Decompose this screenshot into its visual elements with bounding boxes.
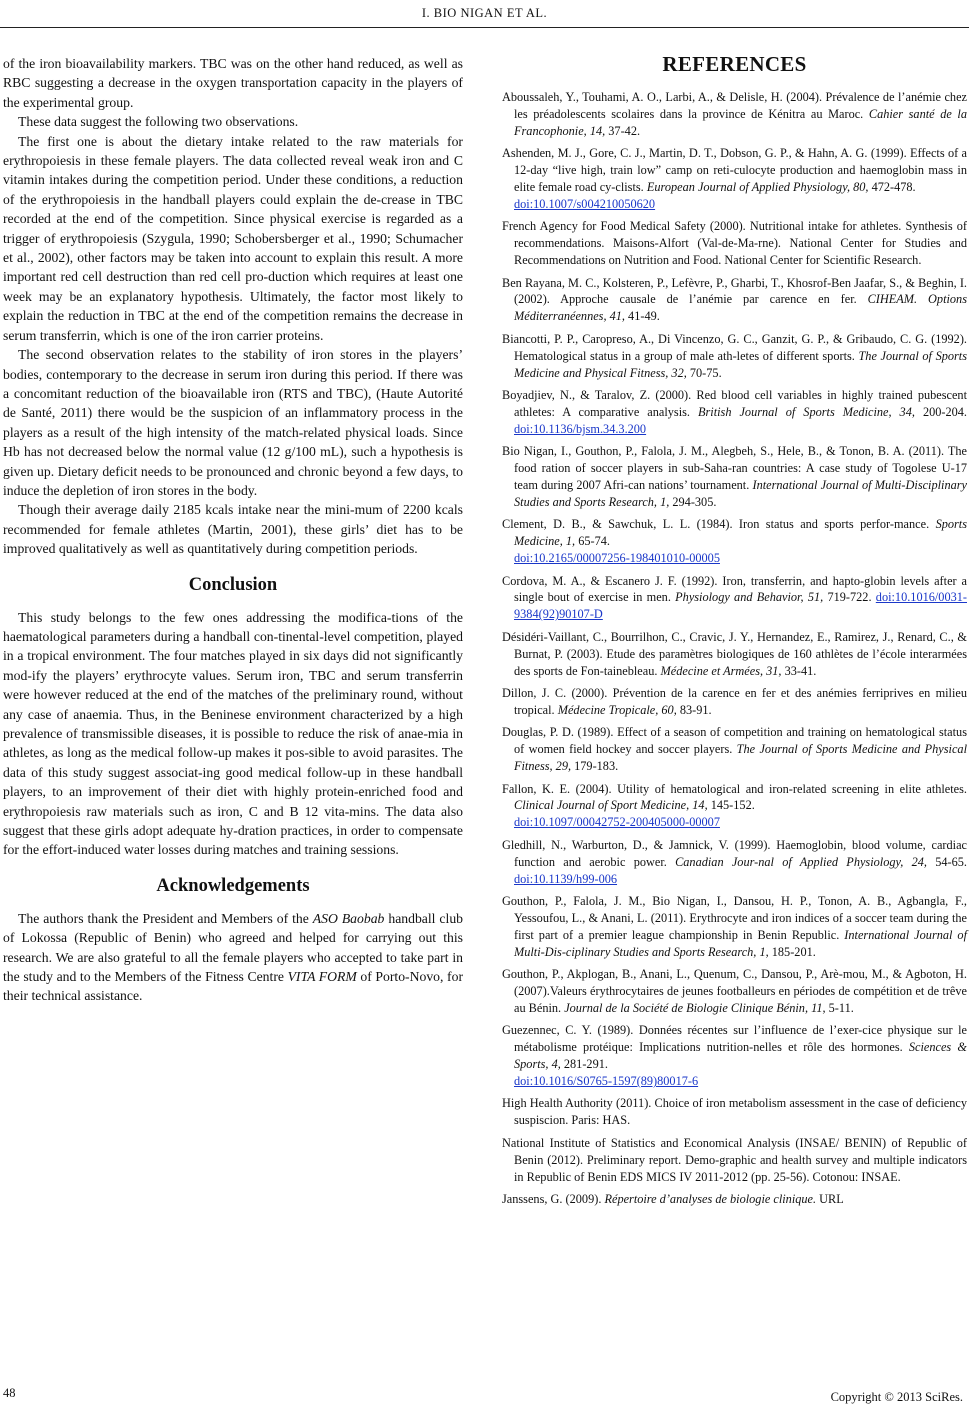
- doi-link[interactable]: doi:10.1097/00042752-200405000-00007: [514, 815, 720, 830]
- reference-journal: Répertoire d’analyses de biologie clinique.: [604, 1191, 817, 1206]
- reference-pages: 185-201.: [768, 944, 816, 959]
- reference-text: National Institute of Statistics and Economical Analysis (INSAE/ BENIN) of Republic of Benin (2012). Preliminary report. Demo-graphic and health survey and multiple indicators in Republic of Benin EDS MICS IV 2011-2012 (pp. 25-56). Cotonou: INSAE.: [502, 1135, 967, 1184]
- reference-text: Boyadjiev, N., & Taralov, Z. (2000). Red blood cell variables in highly trained pubescent athletes: A comparative analysis.: [502, 388, 967, 419]
- reference-item: [502, 145, 967, 213]
- reference-journal: Cahier santé de la Francophonie, 14,: [514, 106, 967, 138]
- reference-text: Biancotti, P. P., Caropreso, A., Di Vincenzo, G. C., Ganzit, G. P., & Gribaudo, C. G. (1992). Hematological status in a group of male ath-letes of different sports.: [502, 331, 967, 363]
- reference-text: Guezennec, C. Y. (1989). Données récentes sur l’influence de l’exer-cice physique sur le métabolisme protéique: Implications nutrition-nelles et rôle des hormones.: [502, 1023, 967, 1055]
- reference-text: Ashenden, M. J., Gore, C. J., Martin, D. T., Dobson, G. P., & Hahn, A. G. (1999). Effects of a 12-day “live high, train low” camp on reti-culocyte production and haemoglobin mass in elite female road cy-clists.: [502, 146, 967, 195]
- conclusion-heading: Conclusion: [188, 574, 278, 595]
- reference-pages: 33-41.: [781, 663, 817, 678]
- ack-text: handball club of Lokossa (Republic of Benin) who agreed and helped for carrying out this research. We are also grateful to all the female players who accepted to take part in the study and to the Members of the Fitness Centre: [3, 910, 464, 985]
- reference-item: [502, 573, 967, 624]
- reference-item: [502, 218, 967, 269]
- reference-text: High Health Authority (2011). Choice of iron metabolism assessment in the case of deficiency suspiscion. Paris: HAS.: [502, 1096, 967, 1128]
- reference-text: Gledhill, N., Warburton, D., & Jamnick, V. (1999). Haemoglobin, blood volume, cardiac function and aerobic power.: [502, 837, 967, 869]
- conclusion-paragraph: This study belongs to the few ones addressing the modifica-tions of the haematological parameters during a handball con-tinental-level competition, played in a tropical environment. The four matches played in six days did not significantly mod-ify the players’ erythrocyte values. Serum iron, TBC and serum transferrin were however reduced at the end of the matches of the preliminary round, without any case of anaemia. Thus, in the Beninese environment characterized by a high prevalence of transmissible diseases, it is possible to reduce the risk of anae-mia in athletes, as long as the medical follow-up makes it pos-sible to avoid parasites. The data of this study suggest associat-ing good medical follow-up in these handball players, to an improvement of their diet with highly protein-enriched food and erythropoiesis raw materials such as iron, C and B 12 vita-mins. The data also suggest that these girls adopt adequate hy-dration practices, in order to compensate for the effort-induced water losses during matches and training sessions.: [3, 609, 463, 858]
- reference-journal: Clinical Journal of Sport Medicine, 14,: [514, 798, 708, 813]
- reference-item: [502, 1191, 967, 1208]
- page-number: 48: [3, 1386, 16, 1400]
- reference-item: [502, 1022, 967, 1090]
- reference-journal: International Journal of Multi-Dis-ciplinary Studies and Sports Research, 1,: [514, 927, 967, 959]
- reference-pages: 281-291.: [560, 1057, 608, 1072]
- body-paragraph: The second observation relates to the stability of iron stores in the players’ bodies, contemporary to the decrease in serum iron during this period. If there was a concomitant reduction of the bioavailable iron (RTS and TBC), (Haute Autorité de Santé, 2011) there would be the suspicion of an inflammatory process in the players as a result of the high intensity of the match-related physical loads. Since Hb has not decreased below the normal value (12 g/100 mL), such a hypothesis is given up. Dietary deficit needs to be pronounced and chronic beyond a few days, to induce the depletion of iron stores in the body.: [3, 347, 463, 498]
- reference-pages: 145-152.: [707, 798, 755, 813]
- body-paragraph: of the iron bioavailability markers. TBC was on the other hand reduced, as well as RBC suggesting a decrease in the oxygen transportation capacity in the players of the experimental group.: [3, 56, 463, 110]
- body-paragraph: The first one is about the dietary intake related to the raw materials for erythropoiesis in these female players. The data collected reveal weak iron and C vitamin intakes during the competition period. Under these conditions, a reduction of the erythropoiesis in the handball players could explain the de-crease in TBC recorded at the end of the competition. Since physical exercise is regarded as a trigger of erythropoiesis (Szygula, 1990; Schobersberger et al., 1990; Schumacher et al., 2002), other factors may be taken into account to explain this result. A more important red cell destruction than red cell pro-duction which requires at least one week may be an explanatory hypothesis. Ultimately, the factor most likely to explain the reduction in TBC at the end of the competition remains the decrease in serum transferrin, which is one of the iron carrier proteins.: [3, 133, 463, 343]
- copyright-notice: Copyright © 2013 SciRes.: [830, 1390, 963, 1404]
- reference-journal: Médecine et Armées, 31,: [660, 663, 782, 678]
- reference-pages: 472-478.: [868, 180, 916, 195]
- reference-item: [502, 966, 967, 1017]
- reference-pages: 54-65.: [926, 854, 968, 869]
- reference-item: [502, 781, 967, 832]
- reference-item: [502, 387, 967, 438]
- reference-journal: Physiology and Behavior, 51,: [675, 590, 824, 605]
- doi-link[interactable]: doi:10.1136/bjsm.34.3.200: [514, 421, 647, 436]
- reference-item: [502, 629, 967, 680]
- reference-text: Gouthon, P., Falola, J. M., Bio Nigan, I., Dansou, H. P., Tonon, A. B., Agbangla, F., Yessoufou, L., & Anani, L. (2011). Erythrocyte and iron indices of a soccer team during the first part of a premier league championship in Benin Republic.: [502, 893, 967, 942]
- body-paragraph: These data suggest the following two observations.: [18, 114, 299, 130]
- reference-journal: Médecine Tropicale, 60,: [557, 702, 677, 717]
- ack-text: The authors thank the President and Members of the: [18, 910, 313, 926]
- reference-item: [502, 443, 967, 511]
- reference-pages: 200-204.: [914, 404, 968, 419]
- references-heading: REFERENCES: [662, 52, 807, 76]
- reference-journal: The Journal of Sports Medicine and Physical Fitness, 32,: [514, 348, 968, 380]
- reference-pages: 5-11.: [825, 1000, 854, 1015]
- header-rule: [0, 27, 969, 28]
- ack-text: of Porto-Novo, for their technical assistance.: [3, 969, 463, 1004]
- reference-pages: URL: [816, 1191, 844, 1206]
- reference-pages: 83-91.: [676, 702, 712, 717]
- reference-journal: British Journal of Sports Medicine, 34,: [697, 404, 915, 419]
- running-head: I. BIO NIGAN ET AL.: [421, 6, 548, 20]
- acknowledgements-heading: Acknowledgements: [156, 875, 310, 896]
- reference-pages: 70-75.: [686, 365, 722, 380]
- reference-journal: International Journal of Multi-Disciplinary Studies and Sports Research, 1,: [514, 478, 967, 509]
- reference-text: Bio Nigan, I., Gouthon, P., Falola, J. M., Alegbeh, S., Hele, B., & Tonon, B. A. (2011). The food ration of soccer players in sub-Saha-ran countries: A case study of Togolese U-17 team during 2007 Afri-can nations’ tournament.: [502, 444, 967, 493]
- ack-centre-name: VITA FORM: [287, 969, 357, 985]
- reference-pages: 65-74.: [575, 534, 610, 549]
- reference-list: [502, 89, 967, 1208]
- reference-text: Dillon, J. C. (2000). Prévention de la carence en fer et des anémies ferriprives en milieu tropical.: [502, 686, 967, 717]
- reference-text: Fallon, K. E. (2004). Utility of hematological and iron-related screening in elite athletes.: [502, 781, 967, 796]
- reference-text: Clement, D. B., & Sawchuk, L. L. (1984). Iron status and sports perfor-mance.: [502, 517, 936, 532]
- reference-item: [502, 1135, 967, 1186]
- reference-text: Aboussaleh, Y., Touhami, A. O., Larbi, A., & Delisle, H. (2004). Prévalence de l’anémie chez les préadolescents scolaires dans la province de Kénitra au Maroc.: [502, 90, 967, 121]
- reference-text: Désidéri-Vaillant, C., Bourrilhon, C., Cravic, J. Y., Hernandez, E., Ramirez, J., Renard, C., & Burnat, P. (2003). Etude des paramètres biologiques de 160 athlètes de l’école interarmées des sports de Fon-tainebleau.: [502, 629, 967, 678]
- reference-pages: 719-722.: [823, 590, 876, 605]
- reference-journal: European Journal of Applied Physiology, 80,: [646, 180, 869, 195]
- reference-text: Ben Rayana, M. C., Kolsteren, P., Lefèvre, P., Gharbi, T., Khosrof-Ben Jaafar, S., & Beghin, I. (2002). Approche causale de l’anémie par carence en fer.: [502, 275, 967, 307]
- reference-item: [502, 331, 967, 382]
- doi-link[interactable]: doi:10.1016/S0765-1597(89)80017-6: [514, 1074, 699, 1089]
- acknowledgements-paragraph: [3, 909, 463, 1006]
- reference-pages: 41-49.: [624, 309, 660, 324]
- reference-pages: 37-42.: [605, 123, 641, 138]
- right-column: [502, 52, 967, 1213]
- doi-link[interactable]: doi:10.1139/h99-006: [514, 871, 618, 886]
- reference-journal: Canadian Jour-nal of Applied Physiology, 24,: [675, 854, 927, 869]
- ack-club-name: ASO Baobab: [312, 910, 385, 926]
- body-paragraph: Though their average daily 2185 kcals intake near the mini-mum of 2200 kcals recommended for female athletes (Martin, 2001), these girls’ diet has to be improved qualitatively as well as quantitatively during competition periods.: [3, 502, 463, 557]
- reference-text: Cordova, M. A., & Escanero J. F. (1992). Iron, transferrin, and hapto-globin levels after a single bout of exercise in men.: [502, 573, 967, 605]
- reference-journal: Sciences & Sports, 4,: [514, 1040, 967, 1072]
- reference-journal: The Journal of Sports Medicine and Physical Fitness, 29,: [514, 742, 967, 774]
- reference-text: Gouthon, P., Akplogan, B., Anani, L., Quenum, C., Dansou, P., Arè-mou, M., & Agboton, H. (2007).Valeurs érythrocytaires de jeunes footballeurs en périodes de compétition et de trêve au Bénin.: [502, 967, 967, 1015]
- reference-journal: Sports Medicine, 1,: [514, 517, 967, 549]
- reference-item: [502, 837, 967, 888]
- reference-item: [502, 275, 967, 326]
- reference-text: Janssens, G. (2009).: [502, 1191, 605, 1206]
- reference-item: [502, 685, 967, 719]
- reference-item: [502, 89, 967, 140]
- reference-journal: CIHEAM. Options Méditerranéennes, 41,: [514, 292, 967, 324]
- reference-journal: Journal de la Société de Biologie Clinique Bénin, 11,: [564, 1000, 826, 1015]
- reference-text: Douglas, P. D. (1989). Effect of a season of competition and training on hematological status of women field hockey and soccer players.: [502, 725, 967, 757]
- doi-link[interactable]: doi:10.1016/0031-9384(92)90107-D: [514, 590, 967, 622]
- left-column: [3, 54, 463, 1006]
- reference-item: [502, 516, 967, 567]
- doi-link[interactable]: doi:10.1007/s004210050620: [514, 196, 656, 211]
- reference-text: French Agency for Food Medical Safety (2000). Nutritional intake for athletes. Synthesis of recommendations. Maisons-Alfort (Val-de-Ma-rne). National Center for Studies and Recommendations on Nutrition and Food. National Center for Scientific Research.: [502, 219, 967, 268]
- reference-item: [502, 893, 967, 961]
- doi-link[interactable]: doi:10.2165/00007256-198401010-00005: [514, 551, 720, 566]
- reference-pages: 179-183.: [571, 759, 619, 774]
- reference-item: [502, 1095, 967, 1129]
- reference-item: [502, 724, 967, 775]
- reference-pages: 294-305.: [669, 494, 717, 509]
